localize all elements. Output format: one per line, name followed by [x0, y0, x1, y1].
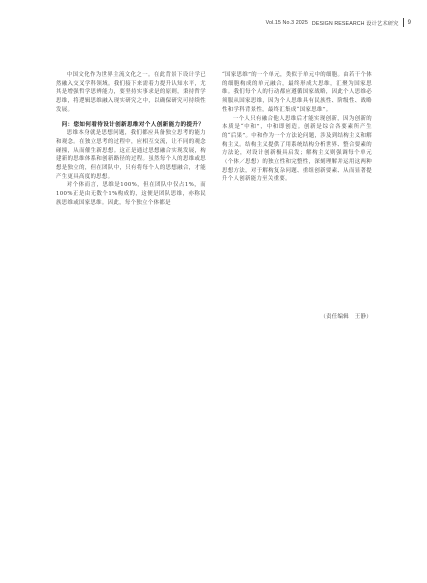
- journal-name: DESIGN RESEARCH 设计艺术研究: [311, 20, 399, 27]
- body-paragraph: “国家思维”的一个单元，类似于单元中的细胞。由若干个体的细胞构成的单元融合，最终形成大思维，汇聚为国家思维。我们每个人的行动都应遵循国家战略，因此个人思维必须服从国家思维，因为个人思维具有民族性、阶级性、战略性和学科背景性，最终汇集成“国家思维”。: [222, 72, 372, 113]
- issue-info: Vol.15 No.3 2025: [265, 19, 308, 26]
- editor-credit: （责任编辑 王静）: [320, 314, 372, 320]
- right-column: [222, 71, 372, 184]
- running-header: [266, 18, 411, 27]
- body-paragraph: 中国文化作为世界主流文化之一。在此背景下设计学已然融入交叉学科领域。我们接下来需着力提升认知水平，尤其是增强哲学思辨能力，要坚持实事求是的原则，秉持哲学思维，将逻辑思维融入现实研究之中，以确保研究可持续性发展。: [56, 72, 206, 113]
- body-paragraph: 一个人只有融合他人思维后才能实现创新，因为创新的本质是“中和”，中和即创造。创新是综合各要素所产生的“后果”。中和作为一个方法论问题，涉及到结构主义和解构主义。结构主义提供了用系统结构分析世界、整合要素的方法论，对设计创新极具启发；解构主义则强调每个单元（个体／思想）的独立性和完整性，深刻理解并运用这两种思想方法，对于解构复杂问题、重组创新要素、从而显著提升个人创新能力至关重要。: [222, 115, 372, 183]
- body-paragraph: 对个体而言，思维是100%，但在团队中仅占1%，而100%正是由无数个1%构成的，这便是团队思维，亦称民族思维或国家思维。因此，每个独立个体都是: [56, 182, 206, 206]
- header-divider: [403, 18, 404, 27]
- left-column: [56, 71, 206, 208]
- body-paragraph: 思维本身就是思想问题，我们都应具备独立思考的能力和观念。在独立思考的过程中，应相互交流，让不同的观念碰撞，从而催生新思想。这正是通过思想融合实现发展，构建新的思维体系和创新路径的过程。虽然每个人的思维或思想是独立的，但在团队中，只有将每个人的思想融合，才能产生更具高度的思想。: [56, 130, 206, 180]
- page-number: 9: [407, 19, 411, 26]
- interview-question: 问：您如何看待设计创新思维对个人创新能力的提升？: [61, 121, 205, 128]
